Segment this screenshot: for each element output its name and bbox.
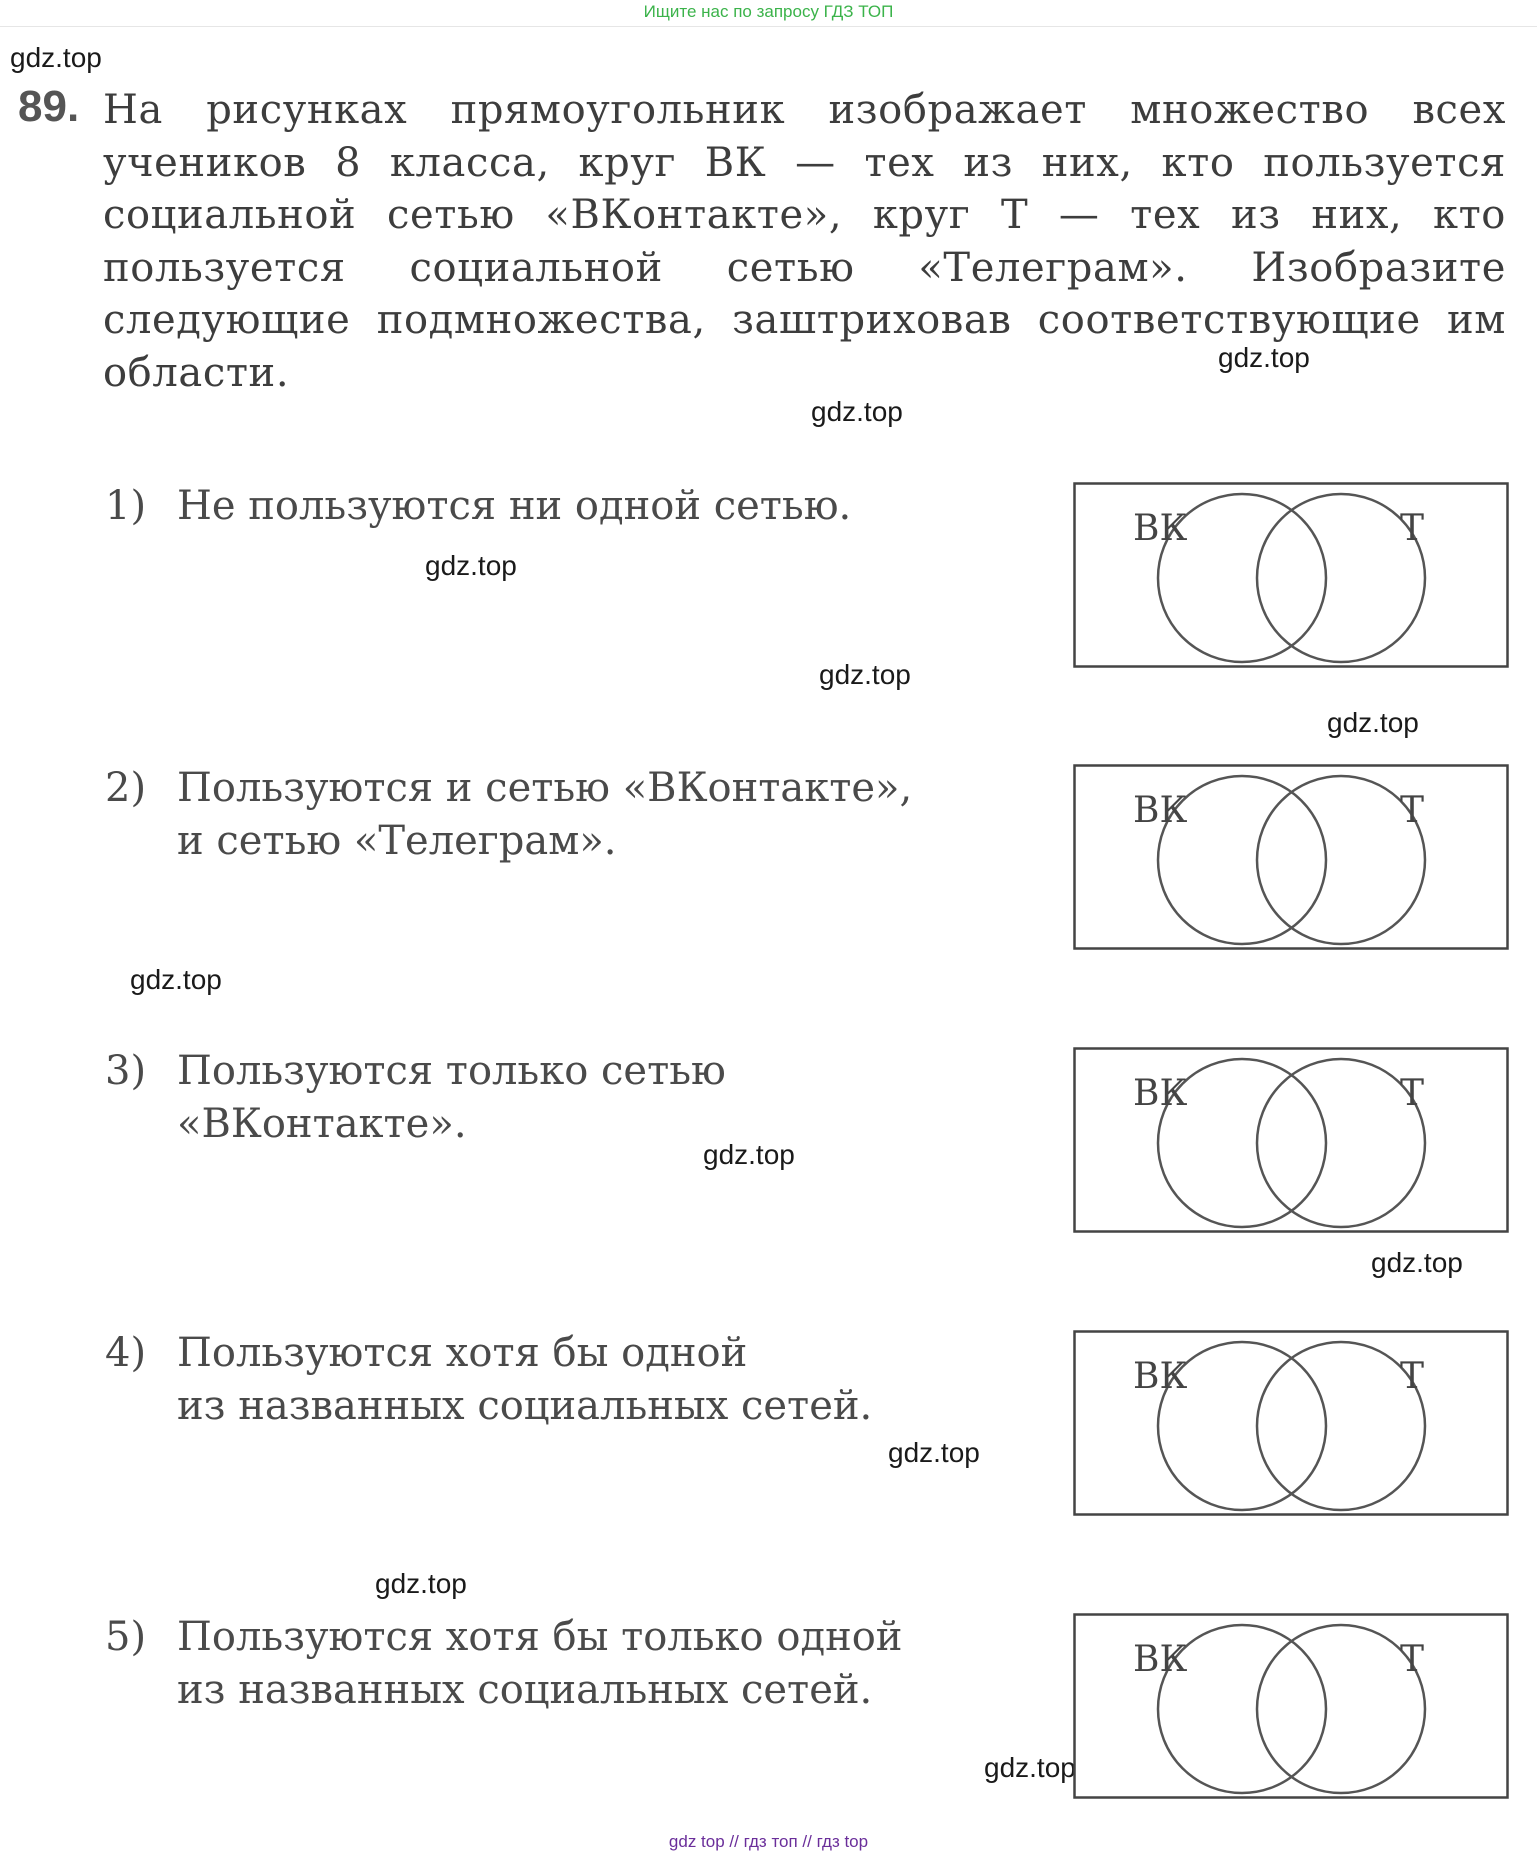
watermark: gdz.top [375,1568,467,1599]
venn-diagram-1 [1073,482,1509,668]
search-banner[interactable]: Ищите нас по запросу ГДЗ ТОП [0,0,1537,27]
task-intro: На рисунках прямоугольник изображает множество всех учеников 8 класса, круг ВК — тех из них, кто пользуется социальной сетью «ВКонтакте», круг Т — тех из них, кто пользуется социальной сетью «Телеграм». Изобразите следующие подмножества, заштриховав соответствующие им области. [103,87,1506,396]
item-3 [105,1045,726,1151]
task-number: 89. [18,82,80,131]
item-number: 1) [105,483,147,529]
label-vk: ВК [1133,790,1188,831]
watermark: gdz.top [1371,1247,1463,1278]
item-5 [105,1611,902,1717]
label-vk: ВК [1133,1073,1188,1114]
label-t: Т [1400,1639,1425,1680]
watermark: gdz.top [819,659,911,690]
item-number: 4) [105,1330,147,1376]
item-text: Пользуются хотя бы только одной [177,1614,903,1660]
watermark: gdz.top [984,1752,1076,1783]
venn-diagram-4 [1073,1330,1509,1516]
venn-diagram-5 [1073,1613,1509,1799]
label-t: Т [1400,790,1425,831]
label-t: Т [1400,508,1425,549]
watermark: gdz.top [888,1437,980,1468]
label-vk: ВК [1133,1356,1188,1397]
watermark: gdz.top [130,964,222,995]
watermark: gdz.top [811,396,903,427]
item-text: Пользуются и сетью «ВКонтакте», [177,765,913,811]
item-2 [105,762,912,868]
watermark: gdz.top [703,1139,795,1170]
item-text-line2: «ВКонтакте». [177,1101,467,1147]
item-text: Не пользуются ни одной сетью. [177,483,852,529]
item-text-line2: из названных социальных сетей. [177,1383,873,1429]
item-number: 3) [105,1048,147,1094]
watermark: gdz.top [1327,707,1419,738]
item-text-line2: из названных социальных сетей. [177,1667,873,1713]
label-vk: ВК [1133,508,1188,549]
item-1 [105,480,851,533]
item-text: Пользуются только сетью [177,1048,726,1094]
item-text-line2: и сетью «Телеграм». [177,818,617,864]
watermark: gdz.top [425,550,517,581]
item-4 [105,1327,872,1433]
label-vk: ВК [1133,1639,1188,1680]
item-text: Пользуются хотя бы одной [177,1330,748,1376]
venn-diagram-3 [1073,1047,1509,1233]
footer-links[interactable]: gdz top // гдз топ // гдз top [668,1832,869,1851]
item-number: 5) [105,1614,147,1660]
watermark: gdz.top [1218,342,1310,373]
watermark: gdz.top [10,42,102,73]
label-t: Т [1400,1356,1425,1397]
label-t: Т [1400,1073,1425,1114]
item-number: 2) [105,765,147,811]
venn-diagram-2 [1073,764,1509,950]
